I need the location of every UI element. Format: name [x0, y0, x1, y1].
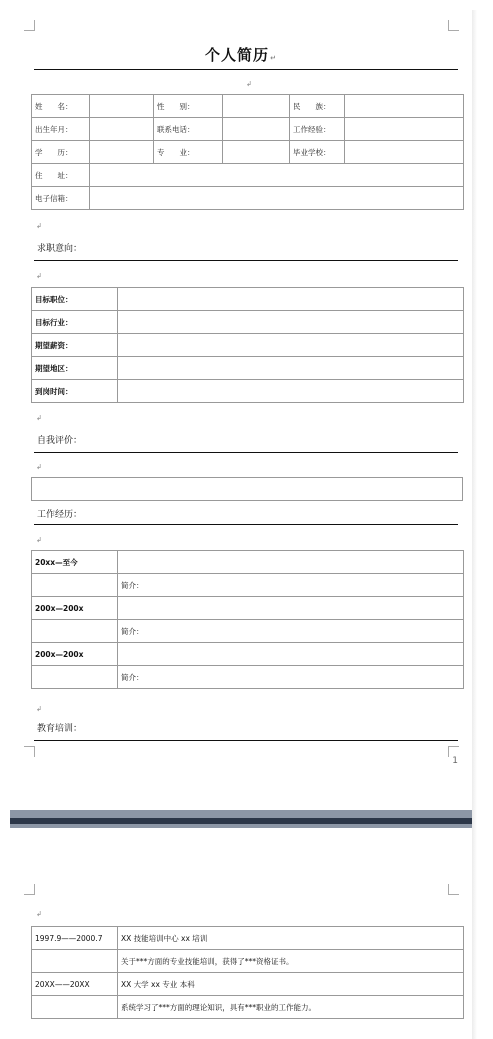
paragraph-mark-icon: ↲	[246, 80, 252, 88]
corner-mark	[24, 20, 35, 31]
resume-title	[10, 44, 472, 65]
target-industry-value[interactable]	[118, 311, 464, 334]
experience-label: 工作经验：	[290, 118, 345, 141]
table-row	[32, 574, 464, 597]
expected-salary-value[interactable]	[118, 334, 464, 357]
corner-mark	[448, 20, 459, 31]
paragraph-mark-icon: ↲	[36, 272, 42, 280]
expected-region-label: 期望地区：	[32, 357, 118, 380]
school-value[interactable]	[345, 141, 464, 164]
table-row	[32, 996, 464, 1019]
gender-label: 性 别：	[154, 95, 223, 118]
ethnicity-label: 民 族：	[290, 95, 345, 118]
address-value[interactable]	[90, 164, 464, 187]
paragraph-mark-icon: ↲	[36, 536, 42, 544]
work-intro[interactable]: 简介：	[118, 574, 464, 597]
name-value[interactable]	[90, 95, 154, 118]
degree-label: 学 历：	[32, 141, 90, 164]
corner-mark	[448, 884, 459, 895]
table-row	[32, 288, 464, 311]
page-number: 1	[452, 756, 458, 766]
birth-label: 出生年月：	[32, 118, 90, 141]
work-period	[32, 574, 118, 597]
section-rule	[34, 452, 458, 453]
major-label: 专 业：	[154, 141, 223, 164]
table-row	[32, 380, 464, 403]
start-time-label: 到岗时间：	[32, 380, 118, 403]
start-time-value[interactable]	[118, 380, 464, 403]
title-rule	[34, 69, 458, 70]
paragraph-mark-icon: ↵	[270, 54, 277, 62]
table-row	[32, 118, 464, 141]
table-row	[32, 666, 464, 689]
email-label: 电子信箱：	[32, 187, 90, 210]
work-period	[32, 620, 118, 643]
job-intent-heading: 求职意向：	[37, 244, 83, 254]
paragraph-mark-icon: ↲	[36, 222, 42, 230]
work-intro[interactable]: 简介：	[118, 620, 464, 643]
paragraph-mark-icon: ↲	[36, 463, 42, 471]
section-rule	[34, 740, 458, 741]
table-row	[32, 357, 464, 380]
work-period: 20xx—至今	[32, 551, 118, 574]
paragraph-mark-icon: ↲	[36, 910, 42, 918]
table-row	[32, 164, 464, 187]
phone-value[interactable]	[223, 118, 290, 141]
expected-region-value[interactable]	[118, 357, 464, 380]
work-detail[interactable]	[118, 551, 464, 574]
table-row	[32, 478, 463, 501]
table-row	[32, 620, 464, 643]
page-break-bar	[10, 818, 472, 824]
phone-label: 联系电话：	[154, 118, 223, 141]
paragraph-mark-icon: ↲	[36, 705, 42, 713]
table-row	[32, 141, 464, 164]
page-break	[10, 810, 472, 828]
table-row	[32, 597, 464, 620]
table-row	[32, 95, 464, 118]
name-label: 姓 名：	[32, 95, 90, 118]
experience-value[interactable]	[345, 118, 464, 141]
major-value[interactable]	[223, 141, 290, 164]
education-table	[31, 926, 464, 1019]
job-intent-table	[31, 287, 464, 403]
table-row	[32, 551, 464, 574]
education-heading: 教育培训：	[37, 724, 83, 734]
corner-mark	[24, 746, 35, 757]
section-rule	[34, 260, 458, 261]
table-row	[32, 973, 464, 996]
work-intro[interactable]: 简介：	[118, 666, 464, 689]
target-position-value[interactable]	[118, 288, 464, 311]
self-eval-table	[31, 477, 463, 501]
degree-value[interactable]	[90, 141, 154, 164]
self-eval-heading: 自我评价：	[37, 436, 83, 446]
edu-period: 20XX——20XX	[32, 973, 118, 996]
edu-period	[32, 950, 118, 973]
table-row	[32, 643, 464, 666]
title-text: 个人简历	[205, 46, 270, 64]
table-row	[32, 950, 464, 973]
target-position-label: 目标职位：	[32, 288, 118, 311]
page-2	[10, 828, 472, 1039]
edu-detail[interactable]: 系统学习了***方面的理论知识，具有***职业的工作能力。	[118, 996, 464, 1019]
paragraph-mark-icon: ↲	[36, 414, 42, 422]
birth-value[interactable]	[90, 118, 154, 141]
target-industry-label: 目标行业：	[32, 311, 118, 334]
work-period: 200x—200x	[32, 643, 118, 666]
work-period: 200x—200x	[32, 597, 118, 620]
work-heading: 工作经历：	[37, 510, 83, 520]
expected-salary-label: 期望薪资：	[32, 334, 118, 357]
edu-detail[interactable]: 关于***方面的专业技能培训，获得了***资格证书。	[118, 950, 464, 973]
work-detail[interactable]	[118, 643, 464, 666]
corner-mark	[24, 884, 35, 895]
table-row	[32, 187, 464, 210]
table-row	[32, 334, 464, 357]
section-rule	[34, 524, 458, 525]
address-label: 住 址：	[32, 164, 90, 187]
work-table	[31, 550, 464, 689]
edu-period: 1997.9——2000.7	[32, 927, 118, 950]
work-period	[32, 666, 118, 689]
school-label: 毕业学校：	[290, 141, 345, 164]
edu-period	[32, 996, 118, 1019]
edu-detail[interactable]: XX 技能培训中心 xx 培训	[118, 927, 464, 950]
work-detail[interactable]	[118, 597, 464, 620]
self-eval-value[interactable]	[32, 478, 463, 501]
table-row	[32, 927, 464, 950]
email-value[interactable]	[90, 187, 464, 210]
edu-detail[interactable]: XX 大学 xx 专业 本科	[118, 973, 464, 996]
ethnicity-value[interactable]	[345, 95, 464, 118]
gender-value[interactable]	[223, 95, 290, 118]
table-row	[32, 311, 464, 334]
page-1	[10, 10, 472, 810]
basic-info-table	[31, 94, 464, 210]
